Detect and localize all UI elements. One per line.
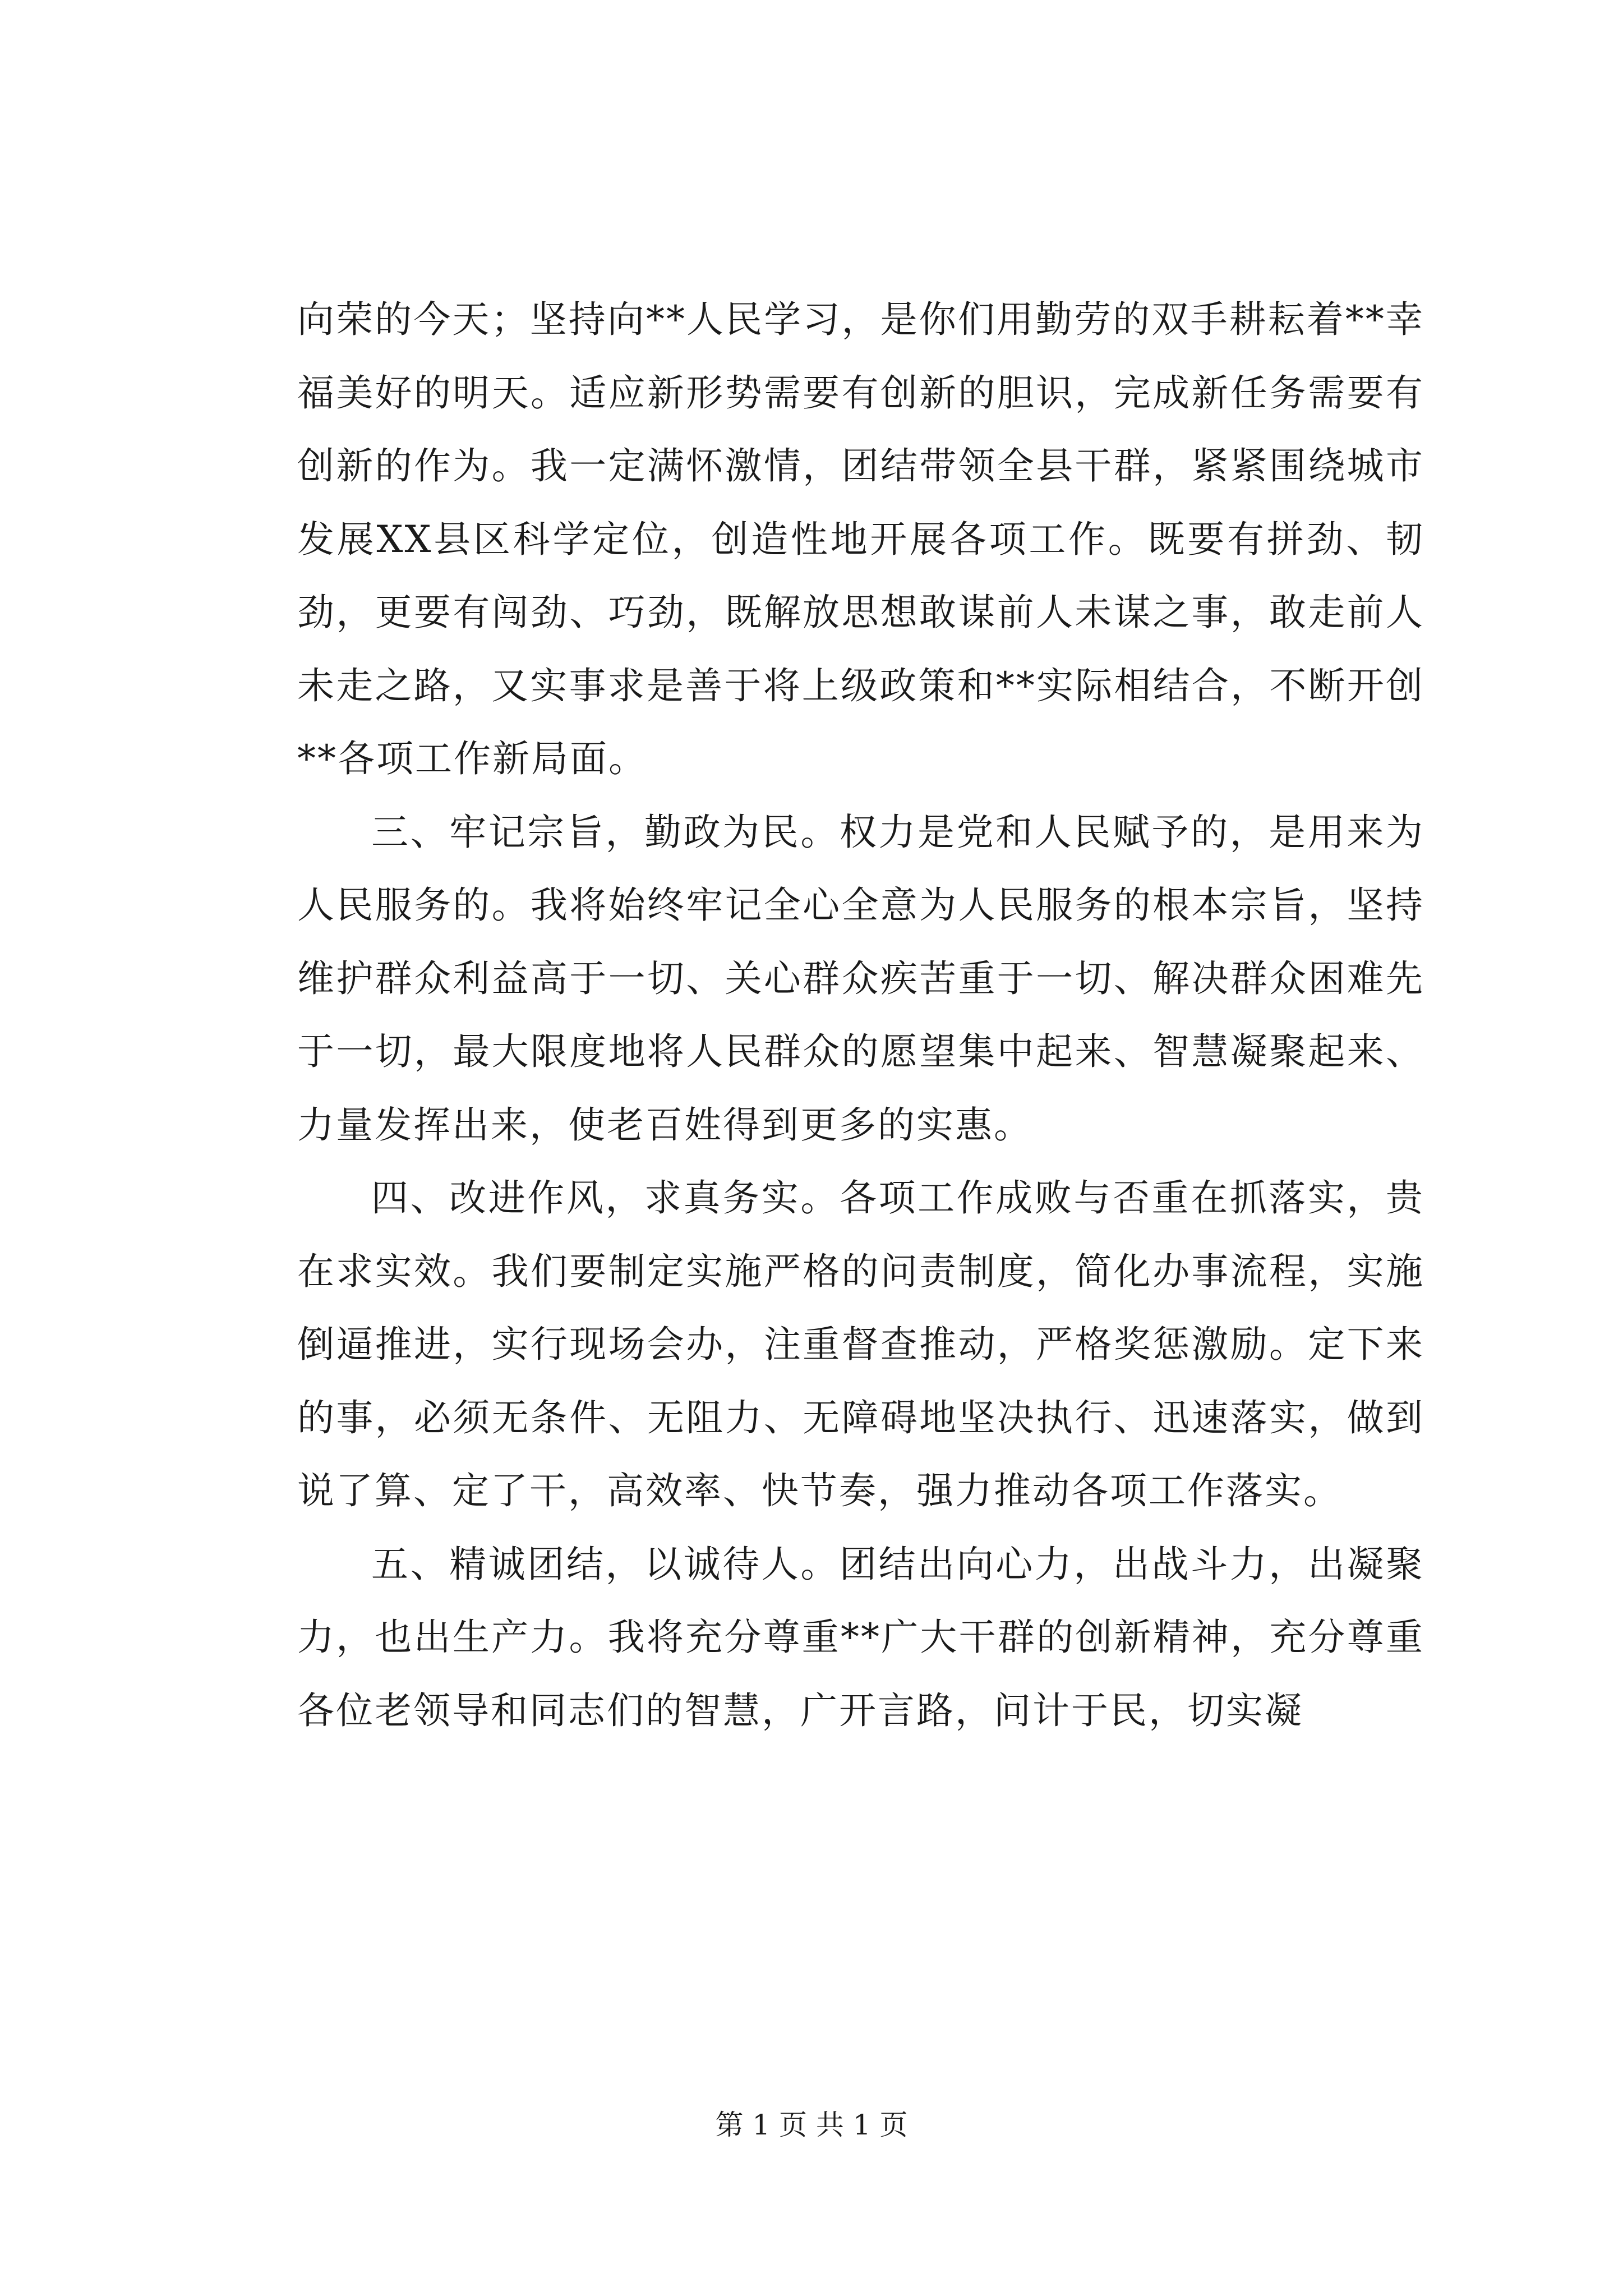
- paragraph-section-four: 四、改进作风，求真务实。各项工作成败与否重在抓落实，贵在求实效。我们要制定实施严格的问责制度，简化办事流程，实施倒逼推进，实行现场会办，注重督查推动，严格奖惩激励。定下来的事，必须无条件、无阻力、无障碍地坚决执行、迅速落实，做到说了算、定了干，高效率、快节奏，强力推动各项工作落实。: [297, 1176, 1424, 1512]
- paragraph-section-three: 三、牢记宗旨，勤政为民。权力是党和人民赋予的，是用来为人民服务的。我将始终牢记全心全意为人民服务的根本宗旨，坚持维护群众利益高于一切、关心群众疾苦重于一切、解决群众困难先于一切，最大限度地将人民群众的愿望集中起来、智慧凝聚起来、力量发挥出来，使老百姓得到更多的实惠。: [297, 810, 1424, 1147]
- paragraph-continuation: 向荣的今天；坚持向**人民学习，是你们用勤劳的双手耕耘着**幸福美好的明天。适应新形势需要有创新的胆识，完成新任务需要有创新的作为。我一定满怀激情，团结带领全县干群，紧紧围绕城市发展XX县区科学定位，创造性地开展各项工作。既要有拼劲、韧劲，更要有闯劲、巧劲，既解放思想敢谋前人未谋之事，敢走前人未走之路，又实事求是善于将上级政策和**实际相结合，不断开创**各项工作新局面。: [297, 298, 1424, 780]
- paragraph-section-five: 五、精诚团结，以诚待人。团结出向心力，出战斗力，出凝聚力，也出生产力。我将充分尊重**广大干群的创新精神，充分尊重各位老领导和同志们的智慧，广开言路，问计于民，切实凝: [297, 1542, 1424, 1732]
- document-body: [297, 283, 1424, 1747]
- page-footer: [0, 2102, 1623, 2143]
- page-number-label: 第 1 页 共 1 页: [715, 2109, 908, 2141]
